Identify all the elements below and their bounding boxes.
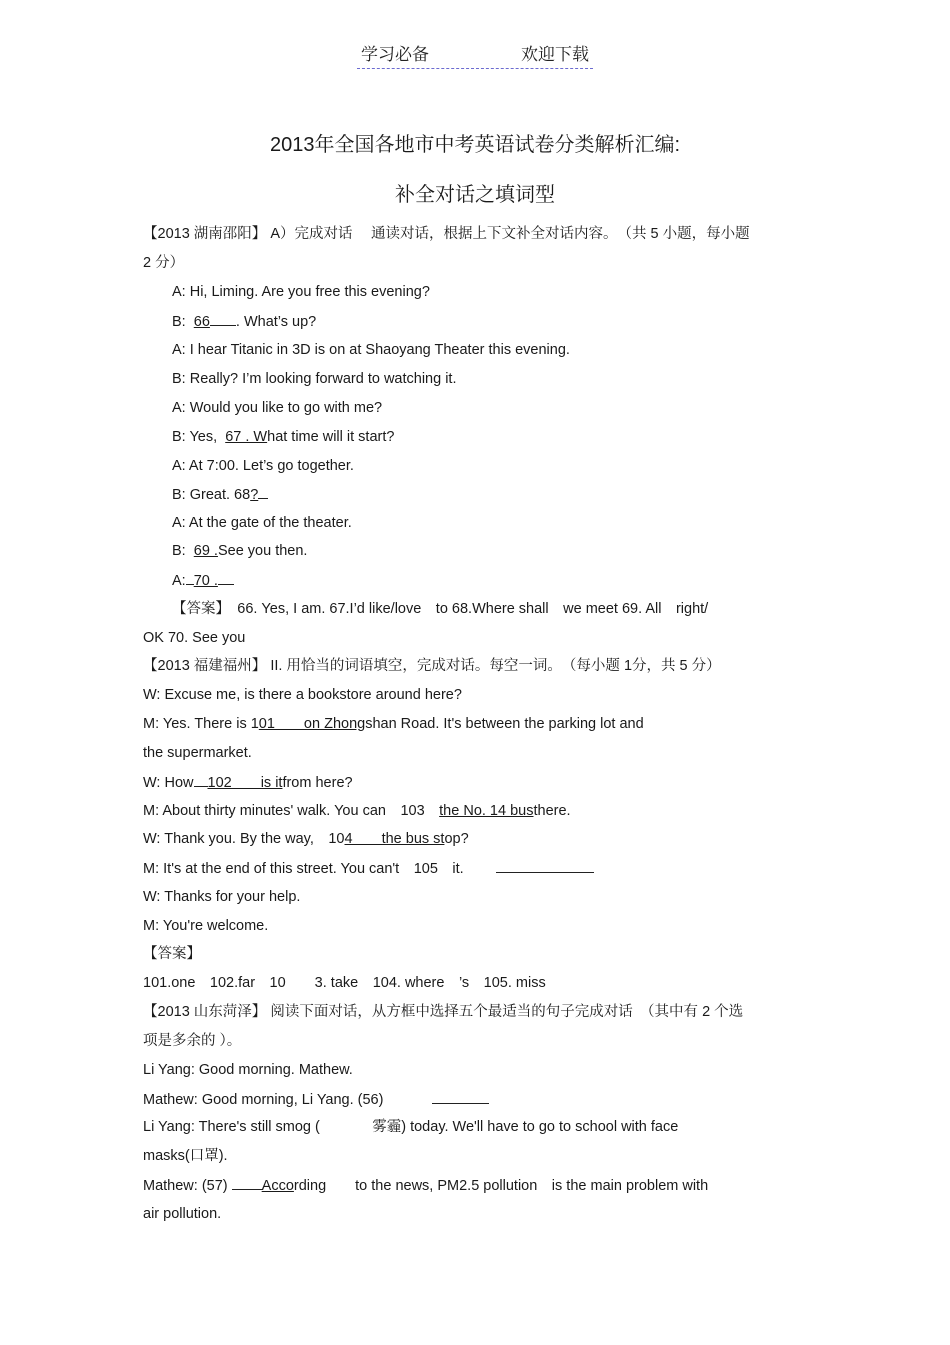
blank-56-line [432, 1089, 489, 1104]
s1-line-11-speaker: A: [172, 573, 186, 589]
blank-69: 69 . [193, 543, 218, 559]
s1-line-6-start: B: Yes, [172, 429, 218, 445]
blank-70-lead [186, 570, 194, 585]
doc-subtitle: 补全对话之填词型 [395, 184, 555, 206]
s3-line-4-start: Mathew: (57) [143, 1178, 228, 1194]
s1-intro-cont: 2 分） [143, 255, 185, 271]
s1-answer: 【答案】 66. Yes, I am. 67.I’d like/love to 68.Where shall we meet 69. All right/ [172, 601, 709, 617]
s1-line-8-start: B: Great. 68 [172, 487, 251, 503]
s3-line-4 [143, 1175, 708, 1196]
blank-70-line [218, 570, 234, 585]
s1-line-10-rest: See you then. [217, 543, 308, 559]
s3-line-2 [143, 1089, 489, 1110]
s2-line-3-rest: from here? [282, 775, 353, 791]
s2-line-5-rest: op? [444, 831, 469, 847]
s1-intro: 【2013 湖南邵阳】 A）完成对话 通读对话，根据上下文补全对话内容。 （共 5 小题，每小题 [143, 226, 750, 242]
s1-line-3: A: I hear Titanic in 3D is on at Shaoyang Theater this evening. [172, 342, 570, 358]
s1-line-10-speaker: B: [172, 543, 186, 559]
blank-66-line [210, 311, 236, 326]
s1-line-2-rest: . What’s up? [235, 314, 317, 330]
s1-line-5: A: Would you like to go with me? [172, 400, 383, 416]
header-underline [357, 40, 593, 69]
s3-line-3-start: Li Yang: There's still smog ( [143, 1119, 320, 1135]
s2-line-2-rest: shan Road. It's between the parking lot and [365, 716, 644, 732]
s2-line-4-rest: there. [533, 803, 571, 819]
s2-line-5-start: W: Thank you. By the way, 10 [143, 831, 345, 847]
blank-70: 70 . [193, 573, 218, 589]
blank-68-line [258, 484, 268, 499]
blank-57-lead [232, 1175, 262, 1190]
s3-line-1: Li Yang: Good morning. Mathew. [143, 1062, 353, 1078]
s2-line-3-start: W: How [143, 775, 194, 791]
s3-intro-cont: 项是多余的 ）。 [143, 1033, 242, 1049]
s1-line-10 [172, 541, 307, 561]
s2-line-8: M: You're welcome. [143, 918, 269, 934]
blank-105-line [496, 858, 594, 873]
s1-line-2-speaker: B: [172, 314, 186, 330]
s1-line-7: A: At 7:00. Let’s go together. [172, 458, 354, 474]
s1-line-1: A: Hi, Liming. Are you free this evening? [172, 284, 430, 300]
s1-line-11 [172, 570, 234, 591]
header-left: 学习必备 [361, 45, 429, 64]
s1-line-8 [172, 484, 268, 505]
blank-104: 4 the bus st [344, 831, 445, 847]
s1-answer-cont: OK 70. See you [143, 630, 246, 646]
s1-line-9: A: At the gate of the theater. [172, 515, 352, 531]
s1-line-6-rest: hat time will it start? [267, 429, 395, 445]
smog-chinese: 雾霾 [372, 1119, 402, 1135]
s3-line-4-cont: air pollution. [143, 1206, 222, 1222]
s2-line-4 [143, 801, 571, 821]
blank-68: ? [250, 487, 259, 503]
s2-line-2 [143, 714, 644, 734]
blank-103: the No. 14 bus [439, 803, 534, 819]
s2-line-2-cont: the supermarket. [143, 745, 252, 761]
page-header [0, 40, 950, 69]
blank-102: 102 is it [207, 775, 283, 791]
s2-line-5 [143, 829, 469, 849]
s3-line-4-rest: rding to the news, PM2.5 pollution is the main problem with [293, 1178, 709, 1194]
s3-line-3-rest: ) today. We'll have to go to school with face [401, 1119, 679, 1135]
s3-line-3-cont: masks(口罩). [143, 1148, 228, 1164]
s2-line-4-start: M: About thirty minutes' walk. You can 103 [143, 803, 440, 819]
s1-line-6 [172, 427, 394, 447]
blank-66: 66 [193, 314, 210, 330]
doc-title: 2013年全国各地市中考英语试卷分类解析汇编: [269, 134, 681, 156]
s2-intro: 【2013 福建福州】 II. 用恰当的词语填空，完成对话。每空一词。 （每小题 1分，共 5 分） [143, 658, 721, 674]
blank-102-lead [194, 772, 208, 787]
s2-answer-label: 【答案】 [143, 946, 201, 962]
header-right: 欢迎下载 [521, 45, 589, 64]
s2-line-6-text: M: It's at the end of this street. You can't 105 it. [143, 861, 464, 877]
s2-line-3 [143, 772, 353, 793]
s1-line-2 [172, 311, 316, 332]
s2-line-7: W: Thanks for your help. [143, 889, 301, 905]
s3-line-2-text: Mathew: Good morning, Li Yang. (56) [143, 1092, 384, 1108]
s2-line-2-start: M: Yes. There is 1 [143, 716, 259, 732]
blank-101: 01 on Zhong [258, 716, 366, 732]
s2-answer: 101.one 102.far 10 3. take 104. where ’s 105. miss [143, 975, 546, 991]
blank-57: Acco [261, 1178, 294, 1194]
s3-intro: 【2013 山东菏泽】 阅读下面对话，从方框中选择五个最适当的句子完成对话 （其中有 2 个选 [143, 1004, 744, 1020]
s2-line-1: W: Excuse me, is there a bookstore around here? [143, 687, 462, 703]
s3-line-3 [143, 1117, 678, 1137]
s1-line-4: B: Really? I’m looking forward to watching it. [172, 371, 457, 387]
s2-line-6 [143, 858, 594, 879]
blank-67: 67 . W [225, 429, 268, 445]
